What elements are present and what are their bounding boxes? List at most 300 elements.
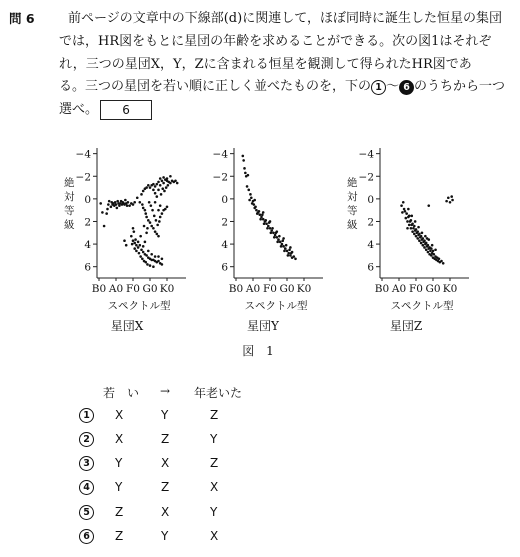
option-third: X	[210, 480, 219, 494]
star-point	[425, 248, 428, 251]
star-point	[157, 260, 160, 263]
star-point	[161, 263, 164, 266]
x-tick-label: G0	[142, 283, 158, 295]
star-point	[412, 227, 415, 230]
star-point	[144, 241, 147, 244]
star-point	[133, 201, 136, 204]
star-point	[262, 211, 265, 214]
star-point	[287, 252, 290, 255]
star-point	[248, 199, 251, 202]
table-header	[0, 384, 520, 404]
y-tick-label: 0	[367, 193, 374, 206]
x-axis-label: スペクトル型	[390, 300, 454, 312]
star-point	[152, 227, 155, 230]
star-point	[147, 219, 150, 222]
option-third: Z	[210, 456, 219, 470]
star-point	[293, 255, 296, 258]
y-tick-label: 0	[84, 193, 91, 206]
star-point	[422, 244, 425, 247]
cluster-title: 星団Z	[389, 319, 423, 333]
y-tick-label: −2	[358, 171, 374, 184]
star-point	[420, 235, 423, 238]
header-old: 年老いた	[194, 386, 243, 400]
hr-diagram-0	[64, 148, 186, 333]
star-point	[167, 184, 170, 187]
cluster-title: 星団Y	[247, 319, 279, 333]
star-point	[110, 205, 113, 208]
option-third: Z	[210, 408, 219, 422]
star-point	[253, 199, 256, 202]
star-point	[142, 207, 145, 210]
star-point	[142, 245, 145, 248]
star-point	[270, 231, 273, 234]
star-point	[294, 257, 297, 260]
star-point	[422, 237, 425, 240]
star-point	[154, 255, 157, 258]
option-first: Y	[115, 480, 123, 494]
star-point	[135, 244, 138, 247]
star-point	[138, 252, 141, 255]
question-line-1: 前ページの文章中の下線部(d)に関連して，ほぼ同時に誕生した恒星の集団	[68, 11, 502, 26]
star-point	[425, 242, 428, 245]
star-point	[255, 209, 258, 212]
star-point	[270, 229, 273, 232]
star-point	[152, 189, 155, 192]
x-tick-label: B0	[374, 283, 390, 295]
star-point	[153, 215, 156, 218]
star-point	[249, 193, 252, 196]
hr-diagrams	[0, 140, 520, 340]
star-point	[143, 225, 146, 228]
star-point	[139, 244, 142, 247]
option-third: Y	[210, 432, 218, 446]
y-tick-label: 6	[221, 261, 228, 274]
star-point	[281, 239, 284, 242]
star-point	[150, 253, 153, 256]
y-tick-label: 4	[367, 239, 374, 252]
star-point	[289, 254, 292, 257]
star-point	[276, 230, 279, 233]
star-point	[410, 227, 413, 230]
star-point	[132, 203, 135, 206]
star-point	[276, 241, 279, 244]
star-point	[283, 250, 286, 253]
star-point	[141, 257, 144, 260]
table-row[interactable]	[0, 505, 520, 525]
table-row[interactable]	[0, 529, 520, 549]
star-point	[445, 200, 448, 203]
star-point	[242, 159, 245, 162]
star-point	[402, 201, 405, 204]
star-point	[169, 175, 172, 178]
x-tick-label: B0	[228, 283, 244, 295]
star-point	[116, 200, 119, 203]
star-point	[145, 186, 148, 189]
star-point	[256, 212, 259, 215]
question-line-4-start: る。三つの星団を若い順に正しく並べたものを，下の	[59, 79, 372, 95]
star-point	[411, 222, 414, 225]
star-point	[154, 185, 157, 188]
option-first: X	[115, 432, 124, 446]
star-point	[433, 253, 436, 256]
star-point	[413, 225, 416, 228]
star-point	[281, 243, 284, 246]
question-line-5-text: 選べ。	[59, 102, 99, 118]
star-point	[282, 245, 285, 248]
star-point	[152, 183, 155, 186]
option-second: Y	[161, 529, 169, 543]
x-tick-label: G0	[279, 283, 295, 295]
table-row[interactable]	[0, 408, 520, 428]
star-point	[132, 227, 135, 230]
star-point	[427, 204, 430, 207]
star-point	[139, 235, 142, 238]
header-young: 若 い	[103, 386, 140, 400]
x-axis-label: スペクトル型	[107, 300, 171, 312]
star-point	[164, 208, 167, 211]
star-point	[271, 227, 274, 230]
option-third: Y	[210, 505, 218, 519]
star-point	[135, 250, 138, 253]
star-point	[147, 184, 150, 187]
star-point	[408, 215, 411, 218]
star-point	[246, 185, 249, 188]
star-point	[451, 199, 454, 202]
star-point	[427, 244, 430, 247]
star-point	[140, 248, 143, 251]
star-point	[124, 199, 127, 202]
star-point	[261, 213, 264, 216]
y-tick-label: 2	[84, 216, 91, 229]
star-point	[158, 220, 161, 223]
star-point	[134, 238, 137, 241]
star-point	[145, 216, 148, 219]
star-point	[287, 254, 290, 257]
option-third: X	[210, 529, 219, 543]
star-point	[149, 264, 152, 267]
range-sign: 〜	[386, 79, 400, 95]
star-point	[401, 211, 404, 214]
star-point	[114, 201, 117, 204]
star-point	[405, 217, 408, 220]
star-point	[140, 193, 143, 196]
star-point	[128, 204, 131, 207]
star-point	[166, 177, 169, 180]
star-point	[105, 212, 108, 215]
star-point	[157, 189, 160, 192]
star-point	[277, 238, 280, 241]
y-axis-label: 絶対等級	[64, 177, 75, 231]
star-point	[154, 230, 157, 233]
y-tick-label: 6	[367, 261, 374, 274]
star-point	[159, 184, 162, 187]
star-point	[432, 250, 435, 253]
y-tick-label: 6	[84, 261, 91, 274]
star-point	[154, 201, 157, 204]
star-point	[169, 182, 172, 185]
star-point	[259, 213, 262, 216]
star-point	[413, 233, 416, 236]
star-point	[126, 204, 129, 207]
star-point	[133, 247, 136, 250]
star-point	[176, 182, 179, 185]
star-point	[159, 216, 162, 219]
option-second: Z	[161, 480, 170, 494]
star-point	[146, 263, 149, 266]
star-point	[101, 211, 104, 214]
star-point	[438, 257, 441, 260]
star-point	[155, 219, 158, 222]
option-first: Z	[115, 529, 124, 543]
x-tick-label: K0	[296, 283, 312, 295]
star-point	[159, 204, 162, 207]
star-point	[279, 241, 282, 244]
star-point	[142, 190, 145, 193]
star-point	[416, 237, 419, 240]
answer-box[interactable]: 6	[100, 100, 152, 120]
x-tick-label: F0	[263, 283, 277, 295]
star-point	[406, 220, 409, 223]
star-point	[449, 201, 452, 204]
star-point	[426, 237, 429, 240]
star-point	[415, 228, 418, 231]
star-point	[282, 237, 285, 240]
star-point	[284, 247, 287, 250]
y-tick-label: 2	[367, 216, 374, 229]
star-point	[149, 186, 152, 189]
star-point	[410, 219, 413, 222]
star-point	[291, 251, 294, 254]
question-line-4	[59, 76, 511, 99]
star-point	[145, 231, 148, 234]
x-tick-label: G0	[425, 283, 441, 295]
star-point	[410, 215, 413, 218]
star-point	[133, 242, 136, 245]
star-point	[265, 222, 268, 225]
question-line-3: れ，三つの星団X，Y，Zに含まれる恒星を観測して得られたHR図であ	[59, 56, 472, 72]
star-point	[259, 218, 262, 221]
y-tick-label: −4	[358, 148, 374, 161]
star-point	[415, 235, 418, 238]
question-number: 問 6	[9, 11, 35, 26]
star-point	[115, 203, 118, 206]
star-point	[406, 227, 409, 230]
x-tick-label: F0	[409, 283, 423, 295]
star-point	[131, 243, 134, 246]
star-point	[423, 239, 426, 242]
x-tick-label: K0	[442, 283, 458, 295]
star-point	[430, 254, 433, 257]
star-point	[146, 227, 149, 230]
star-point	[417, 226, 420, 229]
star-point	[157, 181, 160, 184]
star-point	[247, 174, 250, 177]
star-point	[127, 201, 130, 204]
star-point	[130, 235, 133, 238]
star-point	[156, 195, 159, 198]
star-point	[286, 250, 289, 253]
star-point	[166, 205, 169, 208]
hr-diagram-2	[347, 148, 469, 333]
star-point	[280, 245, 283, 248]
star-point	[400, 204, 403, 207]
star-point	[161, 212, 164, 215]
star-point	[174, 179, 177, 182]
table-row[interactable]	[0, 432, 520, 452]
star-point	[424, 235, 427, 238]
star-point	[403, 208, 406, 211]
star-point	[411, 230, 414, 233]
star-point	[431, 244, 434, 247]
star-point	[429, 250, 432, 253]
star-point	[285, 244, 288, 247]
y-axis-label: 絶対等級	[347, 177, 358, 231]
star-point	[106, 208, 109, 211]
star-point	[276, 236, 279, 239]
question-block	[9, 8, 511, 122]
option-number-last: 6	[399, 80, 414, 95]
star-point	[162, 182, 165, 185]
star-point	[273, 236, 276, 239]
figure-caption: 図 1	[242, 344, 278, 358]
star-point	[152, 265, 155, 268]
star-point	[161, 257, 164, 260]
star-point	[262, 218, 265, 221]
table-row[interactable]	[0, 456, 520, 476]
star-point	[142, 251, 145, 254]
star-point	[118, 204, 121, 207]
star-point	[165, 186, 168, 189]
header-arrow: →	[160, 384, 171, 398]
star-point	[148, 201, 151, 204]
star-point	[157, 235, 160, 238]
option-second: Z	[161, 432, 170, 446]
star-point	[108, 200, 111, 203]
star-point	[139, 201, 142, 204]
star-point	[416, 230, 419, 233]
star-point	[150, 225, 153, 228]
star-point	[269, 227, 272, 230]
star-point	[447, 196, 450, 199]
star-point	[103, 225, 106, 228]
star-point	[242, 155, 245, 158]
x-tick-label: A0	[108, 283, 124, 295]
star-point	[274, 234, 277, 237]
star-point	[116, 207, 119, 210]
star-point	[137, 241, 140, 244]
option-first: Y	[115, 456, 123, 470]
option-number-first: 1	[371, 80, 386, 95]
star-point	[258, 210, 261, 213]
y-tick-label: −4	[75, 148, 91, 161]
star-point	[137, 246, 140, 249]
option-number: 5	[79, 505, 94, 520]
star-point	[150, 204, 153, 207]
star-point	[161, 179, 164, 182]
star-point	[157, 209, 160, 212]
x-tick-label: K0	[159, 283, 175, 295]
star-point	[133, 230, 136, 233]
option-second: X	[161, 456, 170, 470]
star-point	[157, 255, 160, 258]
star-point	[430, 247, 433, 250]
hr-diagram-1	[213, 148, 323, 333]
star-point	[251, 202, 254, 205]
star-point	[408, 224, 411, 227]
x-tick-label: A0	[245, 283, 261, 295]
option-first: X	[115, 408, 124, 422]
star-point	[440, 260, 443, 263]
star-point	[123, 239, 126, 242]
star-point	[254, 205, 257, 208]
star-point	[418, 233, 421, 236]
y-tick-label: 2	[221, 216, 228, 229]
star-point	[154, 192, 157, 195]
star-point	[144, 261, 147, 264]
star-point	[156, 183, 159, 186]
star-point	[163, 190, 166, 193]
x-tick-label: B0	[91, 283, 107, 295]
option-second: Y	[161, 408, 169, 422]
star-point	[156, 224, 159, 227]
star-point	[264, 219, 267, 222]
star-point	[289, 246, 292, 249]
star-point	[125, 244, 128, 247]
star-point	[250, 196, 253, 199]
star-point	[139, 255, 142, 258]
question-line-5	[59, 99, 511, 122]
option-number: 3	[79, 456, 94, 471]
star-point	[244, 172, 247, 175]
y-tick-label: −2	[212, 171, 228, 184]
star-point	[151, 209, 154, 212]
question-line-2: では，HR図をもとに星団の年齢を求めることができる。次の図1はそれぞ	[59, 33, 492, 49]
star-point	[147, 250, 150, 253]
star-point	[156, 233, 159, 236]
star-point	[141, 203, 144, 206]
star-point	[421, 231, 424, 234]
star-point	[450, 195, 453, 198]
star-point	[136, 196, 139, 199]
option-number: 6	[79, 529, 94, 544]
star-point	[162, 176, 165, 179]
star-point	[278, 235, 281, 238]
star-point	[288, 248, 291, 251]
star-point	[159, 177, 162, 180]
star-point	[247, 189, 250, 192]
star-point	[267, 225, 270, 228]
star-point	[434, 248, 437, 251]
option-number: 4	[79, 480, 94, 495]
table-row[interactable]	[0, 480, 520, 500]
star-point	[405, 212, 408, 215]
star-point	[243, 167, 246, 170]
x-tick-label: F0	[126, 283, 140, 295]
star-point	[418, 239, 421, 242]
star-point	[263, 222, 266, 225]
star-point	[144, 212, 147, 215]
y-tick-label: −2	[75, 171, 91, 184]
star-point	[99, 202, 102, 205]
option-number: 2	[79, 432, 94, 447]
y-tick-label: 4	[84, 239, 91, 252]
y-tick-label: −4	[212, 148, 228, 161]
option-number: 1	[79, 408, 94, 423]
y-tick-label: 4	[221, 239, 228, 252]
star-point	[414, 220, 417, 223]
star-point	[144, 209, 147, 212]
star-point	[266, 227, 269, 230]
